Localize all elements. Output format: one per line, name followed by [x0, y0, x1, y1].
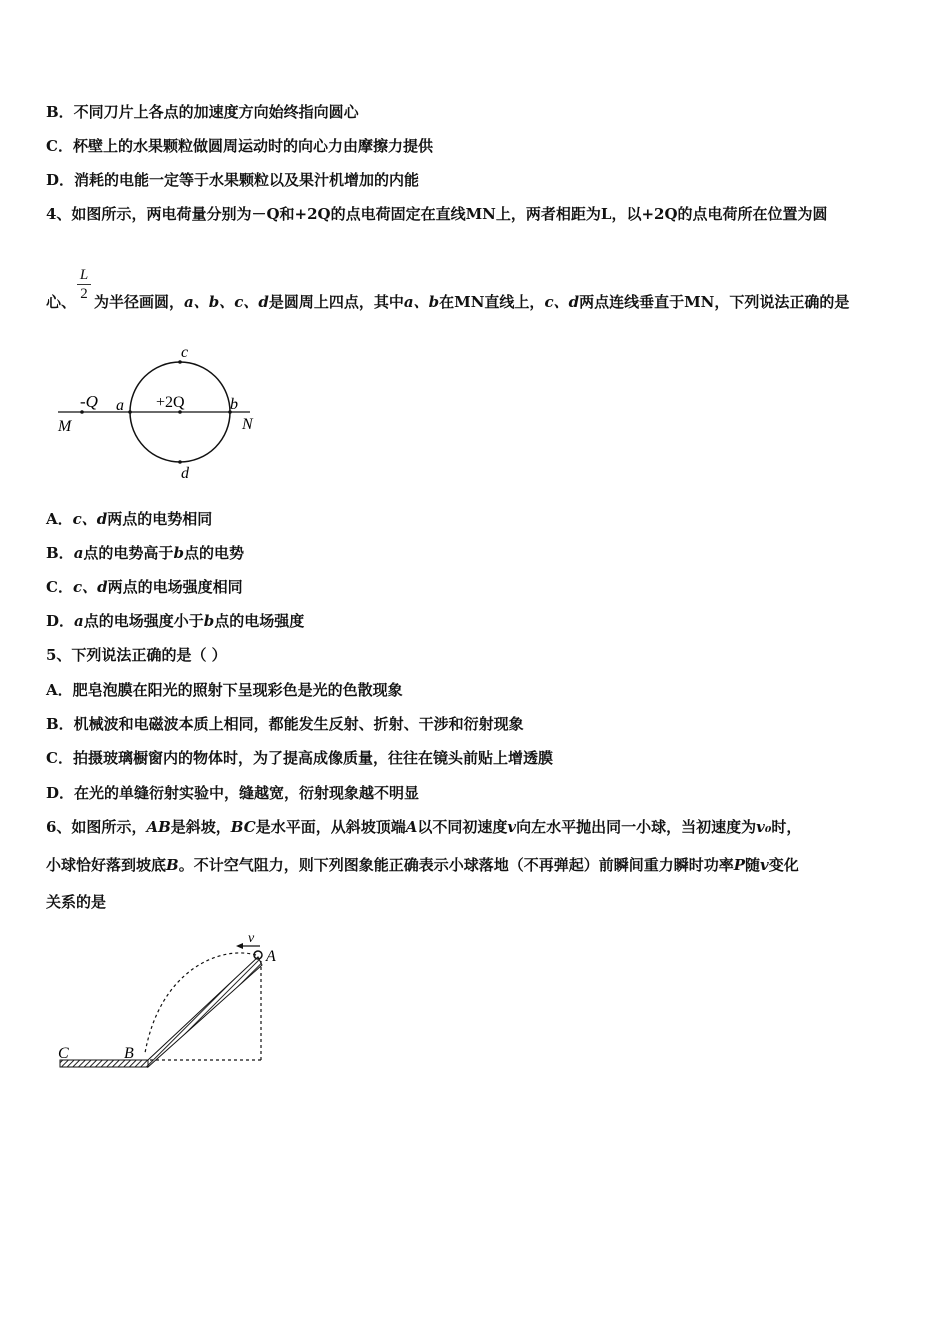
trajectory-curve	[145, 953, 256, 1053]
q4-optB-it1: a	[73, 544, 84, 562]
q4-circle-diagram	[50, 345, 270, 485]
q6-l1-b: 是斜坡，	[170, 818, 231, 836]
q4-stem2-ab: a、b	[403, 293, 440, 311]
label-a: a	[116, 397, 124, 414]
q4-stem-line2	[46, 292, 849, 312]
q3-option-c: C．杯壁上的水果颗粒做圆周运动时的向心力由摩擦力提供	[46, 137, 433, 155]
point-a-dot	[128, 410, 132, 414]
q4-optB-mid: 点的电势高于	[83, 544, 174, 562]
q4-optD-pre: D．	[46, 612, 75, 630]
q6-slope-diagram	[50, 925, 300, 1075]
q6-l1-bc: BC	[230, 818, 256, 836]
q4-optD-it1: a	[74, 612, 84, 630]
q4-option-d	[46, 611, 304, 631]
q4-option-c	[46, 577, 243, 597]
q5-option-b: B．机械波和电磁波本质上相同，都能发生反射、折射、干涉和衍射现象	[46, 715, 524, 733]
label-C: C	[58, 1045, 69, 1062]
q5-stem: 5、下列说法正确的是（ ）	[46, 646, 227, 664]
q6-l1-f: 时，	[771, 818, 802, 836]
q4-optD-it2: b	[203, 612, 215, 630]
point-d-dot	[178, 460, 182, 464]
q4-stem-line1: 4、如图所示，两电荷量分别为－Q和+2Q的点电荷固定在直线MN上，两者相距为L，以+2Q的点电荷所在位置为圆	[46, 205, 828, 223]
label-m: M	[58, 418, 72, 435]
q6-l1-c: 是水平面，从斜坡顶端	[255, 818, 406, 836]
fraction-denominator: 2	[80, 286, 88, 302]
q6-l1-a: 6、如图所示，	[46, 818, 147, 836]
q6-l1-v0: v₀	[756, 818, 772, 836]
q6-l1-v: v	[507, 818, 517, 836]
q6-stem-line1	[46, 817, 801, 837]
q6-l1-ab: AB	[146, 818, 171, 836]
q4-stem2-cd: c、d	[544, 293, 580, 311]
label-B: B	[124, 1045, 134, 1062]
q4-optD-mid: 点的电场强度小于	[83, 612, 204, 630]
label-n: N	[242, 416, 253, 433]
q6-l2-b: 。不计空气阻力，则下列图象能正确表示小球落地（不再弹起）前瞬间重力瞬时功率	[178, 856, 734, 874]
q5-option-d: D．在光的单缝衍射实验中，缝越宽，衍射现象越不明显	[46, 784, 420, 802]
q6-l2-v: v	[760, 856, 769, 874]
q6-l1-A: A	[405, 818, 418, 836]
q4-optB-pre: B．	[46, 544, 74, 562]
q4-stem2-points: a、b、c、d	[184, 293, 269, 311]
q4-optB-post: 点的电势	[183, 544, 244, 562]
slope-ab	[148, 957, 262, 1067]
q4-stem2-a: 为半径画圆，	[94, 293, 185, 311]
q4-stem2-c: 在MN直线上，	[439, 293, 545, 311]
q5-option-c: C．拍摄玻璃橱窗内的物体时，为了提高成像质量，往往在镜头前贴上增透膜	[46, 749, 553, 767]
velocity-arrow-head	[236, 943, 243, 949]
q6-l2-a: 小球恰好落到坡底	[46, 856, 167, 874]
label-v: v	[248, 931, 255, 946]
q4-stem2-d: 两点连线垂直于MN，下列说法正确的是	[579, 293, 850, 311]
label-pos-2q: +2Q	[156, 394, 185, 411]
q4-optB-it2: b	[173, 544, 184, 562]
q5-option-a: A．肥皂泡膜在阳光的照射下呈现彩色是光的色散现象	[46, 681, 403, 699]
ground-bc	[60, 1060, 148, 1067]
q4-optC-pre: C．	[46, 578, 73, 596]
q3-option-d: D．消耗的电能一定等于水果颗粒以及果汁机增加的内能	[46, 171, 420, 189]
q6-l2-P: P	[733, 856, 745, 874]
label-b: b	[230, 396, 238, 413]
q4-optA-pre: A．	[46, 510, 73, 528]
q4-option-a	[46, 509, 212, 529]
q4-option-b	[46, 543, 244, 563]
q6-stem-line3: 关系的是	[46, 893, 107, 911]
q6-stem-line2	[46, 855, 799, 875]
q4-optC-it: c、d	[72, 578, 108, 596]
q4-stem2-b: 是圆周上四点，其中	[268, 293, 404, 311]
q6-l2-c: 随	[745, 856, 761, 874]
q4-optC-post: 两点的电场强度相同	[107, 578, 243, 596]
q4-optA-post: 两点的电势相同	[107, 510, 213, 528]
q4-stem2-prefix: 心、	[46, 293, 77, 311]
q6-l1-e: 向左水平抛出同一小球，当初速度为	[516, 818, 757, 836]
label-A: A	[266, 948, 276, 965]
label-c: c	[181, 345, 189, 361]
q6-l2-d: 变化	[768, 856, 799, 874]
label-neg-q: -Q	[80, 392, 98, 411]
fraction-numerator: L	[77, 266, 91, 285]
q3-option-b: B．不同刀片上各点的加速度方向始终指向圆心	[46, 103, 359, 121]
q6-l1-d: 以不同初速度	[417, 818, 508, 836]
label-d: d	[181, 465, 189, 482]
q4-optA-it: c、d	[72, 510, 108, 528]
q6-l2-B: B	[166, 856, 179, 874]
q4-optD-post: 点的电场强度	[214, 612, 305, 630]
